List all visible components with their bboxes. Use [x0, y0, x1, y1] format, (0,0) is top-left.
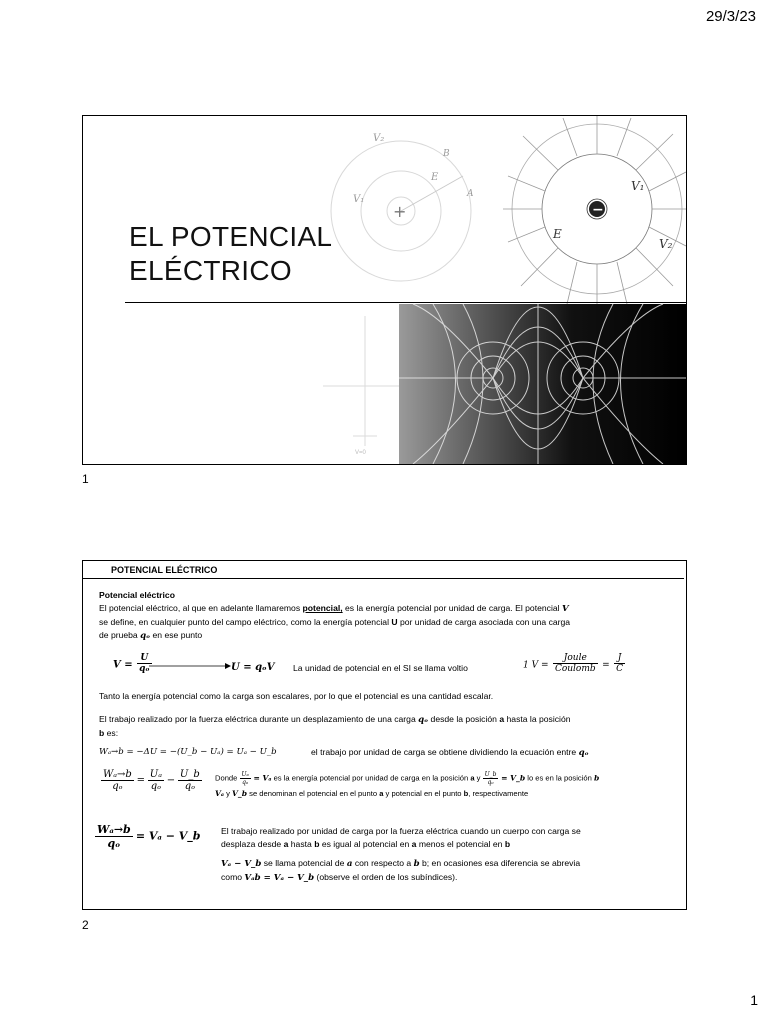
a-label: A — [467, 189, 474, 199]
equation-potential: V = $\frac{U}{\text{qₒ}}$ — [113, 653, 150, 674]
faint-equipotential-figure — [323, 316, 403, 446]
slide-1 — [82, 115, 687, 465]
v2-left-label: V₂ — [373, 133, 385, 144]
equation-work-per-charge: $\frac{\text{Wₐ→b}}{\text{qₒ}}$ = $\frac{\text{Uₐ}}{\text{qₒ}}$ − $\frac{U\_b}{\text{qₒ}}$ — [103, 769, 200, 792]
equation-potential-difference: $\frac{\text{Wₐ→b}}{\text{qₒ}}$ = Vₐ − V_b — [97, 823, 201, 850]
slide-title — [129, 220, 332, 288]
equation-volt: 1 V = $\frac{\text{Joule}}{\text{Coulomb}}$ = $\frac{J}{C}$ — [523, 653, 623, 674]
equation-work: Wₐ→b = −ΔU = −(U_b − Uₐ) = Uₐ − U_b — [99, 747, 277, 757]
slide-2-number: 2 — [82, 918, 89, 932]
subtitle: Potencial eléctrico — [99, 590, 175, 600]
page-number: 1 — [750, 992, 758, 1008]
arrow-icon — [149, 661, 231, 671]
slide-2-header: POTENCIAL ELÉCTRICO — [83, 561, 684, 579]
v0-label: V=0 — [355, 450, 366, 456]
paragraph-4: El trabajo realizado por unidad de carga por la fuerza eléctrica cuando un cuerpo con carga se desplaza desde a hasta b es igual al potencial en a menos el potencial en b — [221, 826, 581, 849]
donde-line-1: Donde $\frac{\text{Uₐ}}{\text{qₒ}}$ = Vₐ es la energía potencial por unidad de carga en la posición a y $\frac{U\_b}{\text{qₒ}}$ = V_b lo es en la posición b — [215, 771, 600, 786]
dipole-field-image — [399, 304, 686, 464]
v2-right-label: V₂ — [659, 237, 673, 251]
equation-work-text: el trabajo por unidad de carga se obtiene dividiendo la ecuación entre qₒ — [311, 747, 589, 758]
title-line-1: EL POTENCIAL — [129, 221, 333, 252]
minus-sign: − — [592, 202, 604, 218]
slide-2-body — [99, 589, 674, 643]
slide-2 — [82, 560, 687, 910]
unit-text: La unidad de potencial en el SI se llama voltio — [293, 663, 468, 673]
paragraph-5: Vₐ − V_b se llama potencial de a con respecto a b b; en ocasiones esa diferencia se abrevia como Vₐb = Vₐ − V_b (observe el orden de los subíndices). — [221, 858, 581, 883]
e-right-label: E — [553, 227, 562, 241]
equation-energy: U = qₒV — [231, 662, 275, 673]
b-label: B — [443, 149, 450, 159]
paragraph-1: El potencial eléctrico, al que en adelante llamaremos potencial, es la energía potencial por unidad de carga. El potencial V se define, en cualquier punto del campo eléctrico, como la energía potencial U por unidad de carga asociada con una carga de prueba qₒ en ese punto — [99, 603, 571, 641]
v1-right-label: V₁ — [631, 179, 645, 193]
paragraph-2: Tanto la energía potencial como la carga son escalares, por lo que el potencial es una cantidad escalar. — [99, 691, 494, 701]
e-left-label: E — [431, 172, 439, 183]
electric-field-illustration — [83, 116, 686, 464]
plus-sign: + — [393, 202, 407, 221]
slide-1-number: 1 — [82, 472, 89, 486]
title-divider — [125, 302, 686, 303]
date-label: 29/3/23 — [705, 8, 756, 25]
v1-left-label: V₁ — [353, 194, 365, 205]
paragraph-3: El trabajo realizado por la fuerza eléctrica durante un desplazamiento de una carga qₒ desde la posición a hasta la posición b es: — [99, 714, 571, 738]
title-line-2: ELÉCTRICO — [129, 255, 292, 286]
donde-line-2: Vₐ y V_b se denominan el potencial en el punto a y potencial en el punto b, respectivamente — [215, 789, 529, 798]
